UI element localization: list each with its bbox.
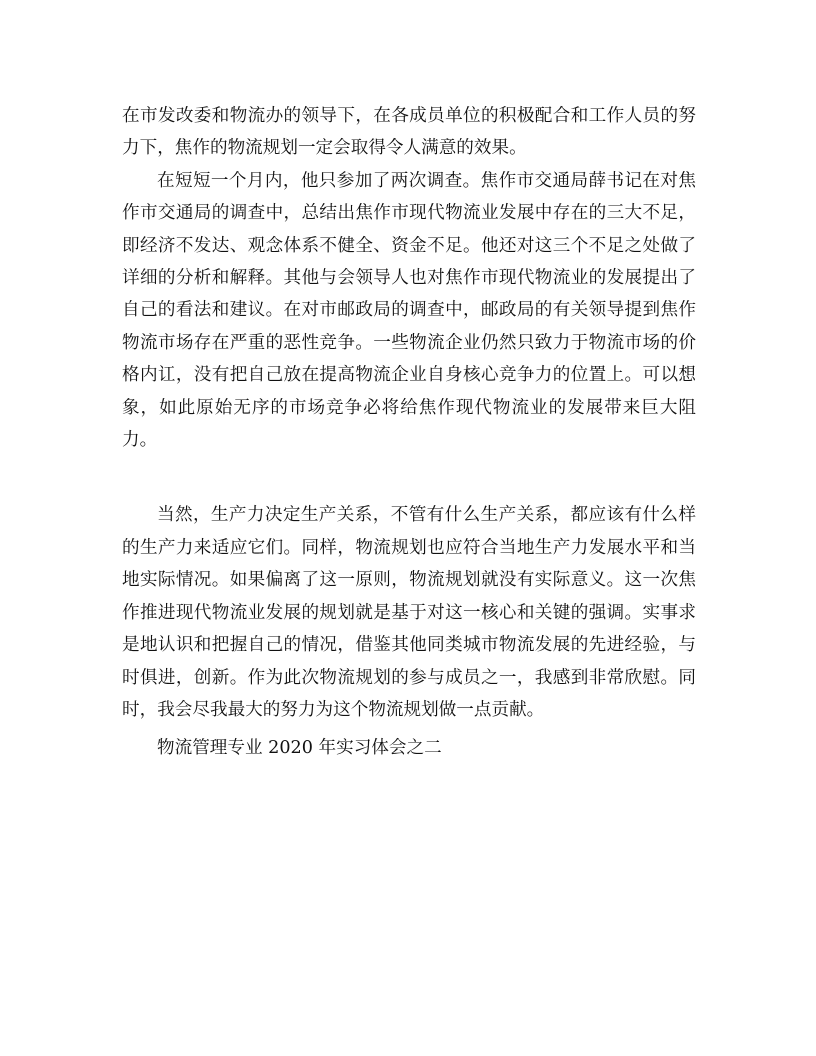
paragraph-gap [122, 456, 696, 499]
paragraph-1: 在市发改委和物流办的领导下，在各成员单位的积极配合和工作人员的努力下，焦作的物流规划一定会取得令人满意的效果。 [122, 106, 696, 159]
section-heading: 物流管理专业 2020 年实习体会之二 [157, 738, 442, 759]
document-body [122, 100, 696, 765]
paragraph-2: 在短短一个月内，他只参加了两次调查。焦作市交通局薛书记在对焦作市交通局的调查中，总结出焦作市现代物流业发展中存在的三大不足，即经济不发达、观念体系不健全、资金不足。他还对这三个不足之处做了详细的分析和解释。其他与会领导人也对焦作市现代物流业的发展提出了自己的看法和建议。在对市邮政局的调查中，邮政局的有关领导提到焦作物流市场存在严重的恶性竞争。一些物流企业仍然只致力于物流市场的价格内讧，没有把自己放在提高物流企业自身核心竞争力的位置上。可以想象，如此原始无序的市场竞争必将给焦作现代物流业的发展带来巨大阻力。 [122, 170, 696, 451]
paragraph-3: 当然，生产力决定生产关系，不管有什么生产关系，都应该有什么样的生产力来适应它们。同样，物流规划也应符合当地生产力发展水平和当地实际情况。如果偏离了这一原则，物流规划就没有实际意义。这一次焦作推进现代物流业发展的规划就是基于对这一核心和关键的强调。实事求是地认识和把握自己的情况，借鉴其他同类城市物流发展的先进经验，与时俱进，创新。作为此次物流规划的参与成员之一，我感到非常欣慰。同时，我会尽我最大的努力为这个物流规划做一点贡献。 [122, 505, 696, 720]
